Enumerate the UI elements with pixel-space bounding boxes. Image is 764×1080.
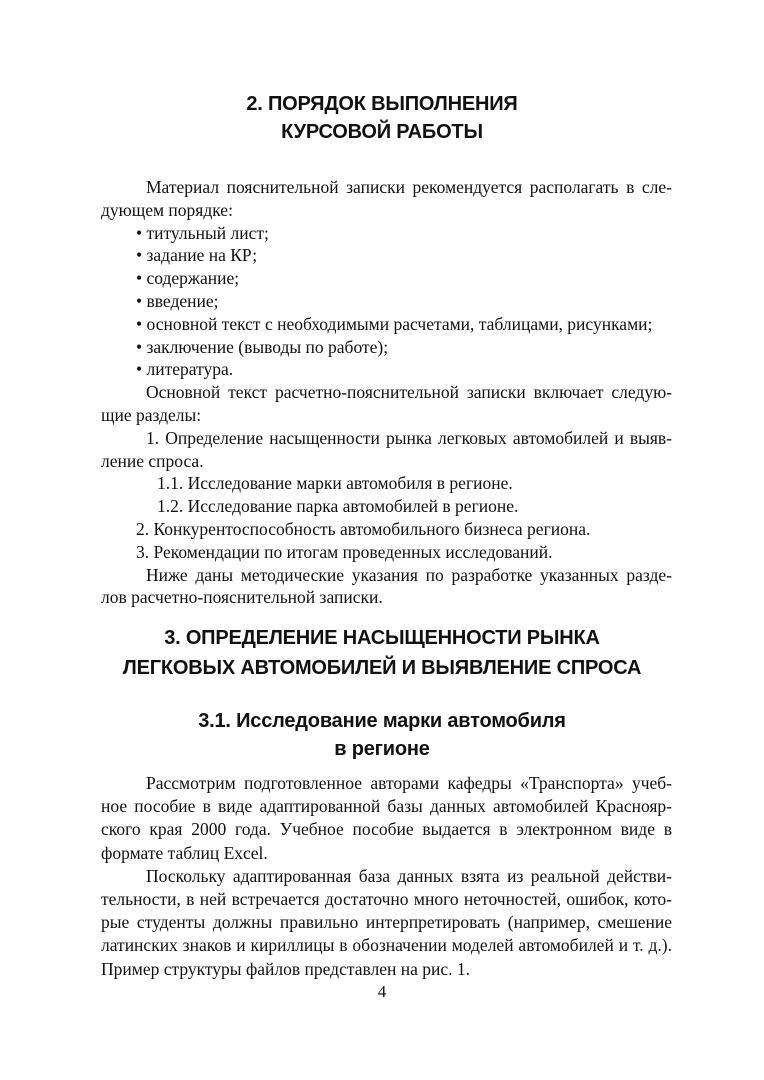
paragraph-line: Рассмотрим подготовленное авторами кафедры «Транспорта» учеб- [146,773,672,793]
heading-line: 2. ПОРЯДОК ВЫПОЛНЕНИЯ [246,93,518,115]
paragraph-line: формате таблиц Excel. [101,842,268,863]
paragraph-line: латинских знаков и кириллицы в обозначении моделей автомобилей и т. д.). [101,935,672,956]
closing-line: лов расчетно-пояснительной записки. [101,587,383,608]
page-number: 4 [377,982,387,1001]
heading-line: 3. ОПРЕДЕЛЕНИЕ НАСЫЩЕННОСТИ РЫНКА [164,627,600,649]
outline-item-1: 1. Определение насыщенности рынка легковых автомобилей и выяв- [146,427,672,448]
heading-line: ЛЕГКОВЫХ АВТОМОБИЛЕЙ И ВЫЯВЛЕНИЕ СПРОСА [122,657,642,679]
intro-line: Материал пояснительной записки рекомендуется располагать в сле- [146,177,672,197]
subsection-3-1-body [101,772,672,981]
intro-line: дующем порядке: [101,199,233,220]
paragraph-line: рые студенты должны правильно интерпретировать (например, смешение [101,912,672,933]
heading-line: в регионе [334,738,430,760]
closing-line: Ниже даны методические указания по разработке указанных разде- [146,564,672,585]
paragraph-line: Пример структуры файлов представлен на рис. 1. [101,958,471,979]
outline-item-1-cont: ление спроса. [101,450,204,471]
main-text-line: щие разделы: [101,404,202,425]
outline-item-1-2: 1.2. Исследование парка автомобилей в регионе. [157,496,519,517]
outline-item-2: 2. Конкурентоспособность автомобильного бизнеса региона. [136,518,591,539]
main-text-line: Основной текст расчетно-пояснительной записки включает следую- [146,382,672,403]
paragraph-line: ского края 2000 года. Учебное пособие выдается в электронном виде в [101,819,672,840]
outline-item-1-1: 1.1. Исследование марки автомобиля в регионе. [157,473,513,494]
list-item: • титульный лист; [136,222,269,243]
list-item: • введение; [136,290,219,311]
paragraph-line: тельности, в ней встречается достаточно много неточностей, ошибок, кото- [101,888,672,909]
list-item: • литература. [136,359,234,380]
list-item: • задание на КР; [136,245,258,266]
subsection-3-1-heading [0,707,764,763]
paragraph-line: ное пособие в виде адаптированной базы данных автомобилей Краснояр- [101,796,672,817]
section-2-body [101,176,672,609]
section-2-heading [0,90,764,146]
heading-line: КУРСОВОЙ РАБОТЫ [281,121,483,143]
list-item: • основной текст с необходимыми расчетами, таблицами, рисунками; [136,313,653,334]
paragraph-line: Поскольку адаптированная база данных взята из реальной действи- [146,865,672,886]
list-item: • содержание; [136,268,240,289]
outline-item-3: 3. Рекомендации по итогам проведенных исследований. [136,541,553,562]
list-item: • заключение (выводы по работе); [136,336,389,357]
heading-line: 3.1. Исследование марки автомобиля [198,710,566,732]
section-3-heading [0,623,764,683]
